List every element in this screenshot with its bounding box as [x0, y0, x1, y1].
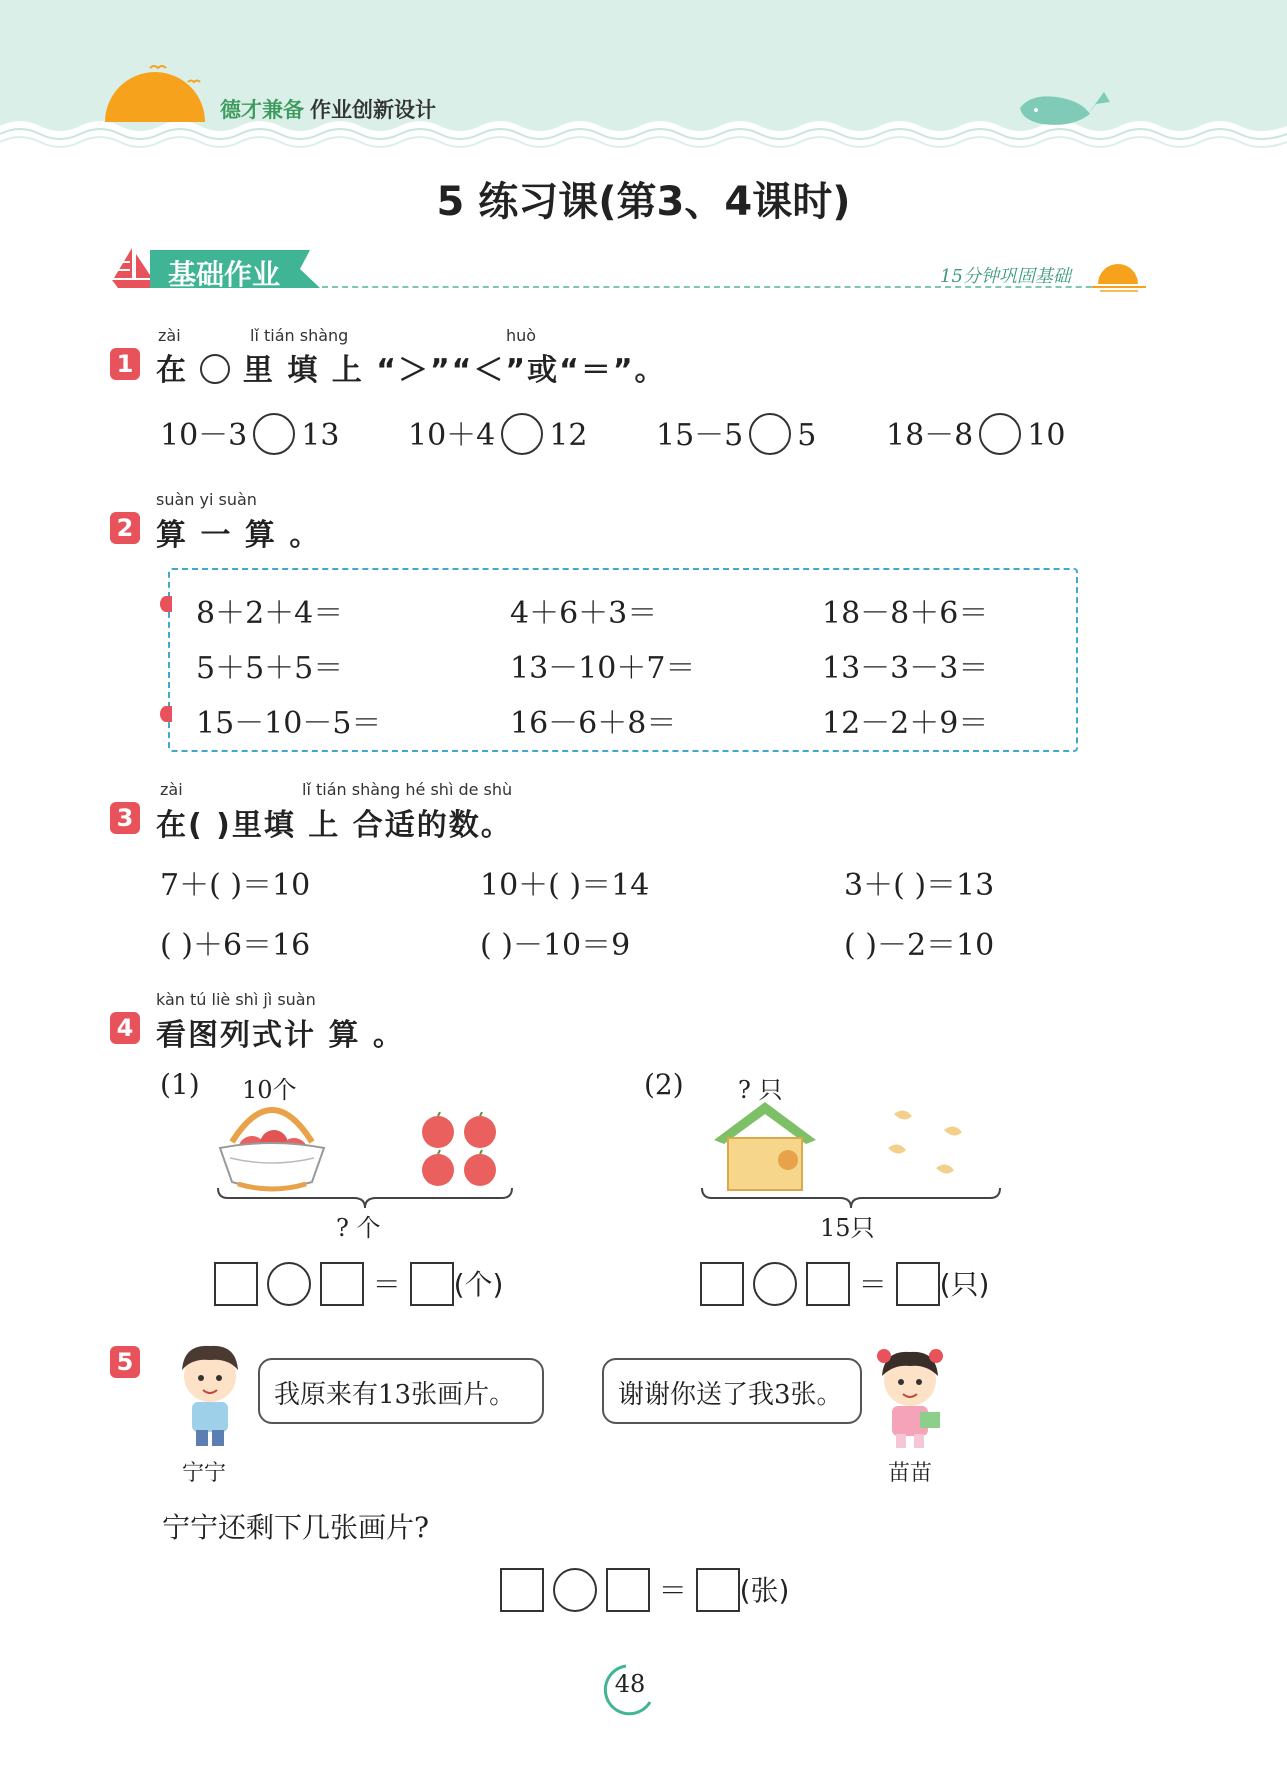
q2-expression: 13－3－3＝ [822, 651, 989, 686]
q5-name-left: 宁宁 [182, 1461, 227, 1486]
q1-pinyin-huo: huò [506, 326, 537, 345]
q2-number: 2 [110, 512, 140, 544]
small-sun-icon [1090, 254, 1148, 294]
q4-part1-unit: (个) [453, 1268, 504, 1301]
brand-green: 德才兼备 [220, 98, 304, 122]
answer-box[interactable] [606, 1568, 650, 1612]
answer-circle[interactable] [553, 1568, 597, 1612]
q3-equation[interactable]: 10＋( )＝14 [480, 868, 650, 903]
four-apples-icon [418, 1112, 502, 1190]
sunset-icon [100, 60, 210, 130]
q1-answer-circle[interactable] [253, 413, 295, 455]
q4-part2-top-label: ? 只 [738, 1076, 783, 1104]
q3-equation[interactable]: ( )－10＝9 [480, 928, 631, 963]
q4-part1-bottom-label: ? 个 [336, 1214, 381, 1242]
q4-part1-label: (1) [160, 1068, 200, 1101]
section-right-text: 15分钟巩固基础 [940, 266, 1071, 287]
binder-hole-icon [160, 596, 172, 612]
q2-expression: 8＋2＋4＝ [196, 596, 344, 631]
answer-box[interactable] [214, 1262, 258, 1306]
q2-expression: 18－8＋6＝ [822, 596, 989, 631]
q4-part2-label: (2) [644, 1068, 684, 1101]
q1-item-left: 18－8 [886, 418, 974, 453]
brand-title [220, 94, 436, 124]
answer-box[interactable] [700, 1262, 744, 1306]
section-label: 基础作业 [168, 258, 281, 291]
binder-hole-icon [160, 706, 172, 722]
q1-example-circle [200, 354, 230, 384]
q3-equation[interactable]: ( )＋6＝16 [160, 928, 311, 963]
answer-box[interactable] [696, 1568, 740, 1612]
q5-bubble-left: 我原来有13张画片。 [258, 1358, 544, 1424]
answer-box[interactable] [320, 1262, 364, 1306]
q1-answer-circle[interactable] [501, 413, 543, 455]
basket-of-apples-icon [216, 1098, 328, 1194]
boy-ningning-icon [170, 1340, 250, 1450]
q3-pinyin-a: zài [160, 780, 183, 799]
q1-text-b: 里 填 上 “＞”“＜”或“＝”。 [242, 353, 667, 388]
q1-answer-circle[interactable] [749, 413, 791, 455]
q4-instruction: 看图列式计 算 。 [156, 1018, 405, 1053]
q3-equation[interactable]: 7＋( )＝10 [160, 868, 311, 903]
q5-bubble-right: 谢谢你送了我3张。 [602, 1358, 862, 1424]
q2-expression: 15－10－5＝ [196, 706, 382, 741]
q2-instruction: 算 一 算 。 [156, 518, 322, 553]
q1-answer-circle[interactable] [979, 413, 1021, 455]
q5-unit: (张) [739, 1574, 790, 1607]
answer-box[interactable] [806, 1262, 850, 1306]
q1-pinyin-zai: zài [158, 326, 181, 345]
q3-number: 3 [110, 802, 140, 834]
q4-part2-answer-row: ＝ (只) [700, 1262, 989, 1306]
q2-expression: 5＋5＋5＝ [196, 651, 344, 686]
answer-box[interactable] [410, 1262, 454, 1306]
birds-icon [880, 1104, 980, 1188]
q5-number: 5 [110, 1346, 140, 1378]
answer-circle[interactable] [753, 1262, 797, 1306]
q1-item-right: 12 [549, 418, 588, 453]
q1-item [886, 410, 1065, 455]
q1-item-left: 15－5 [656, 418, 744, 453]
q1-item-right: 13 [301, 418, 340, 453]
q1-number: 1 [110, 348, 140, 380]
birdhouse-icon [710, 1100, 820, 1192]
lesson-title: 5 练习课(第3、4课时) [436, 179, 851, 225]
q5-question: 宁宁还剩下几张画片? [162, 1511, 430, 1544]
q2-pinyin: suàn yi suàn [156, 490, 257, 509]
q4-number: 4 [110, 1012, 140, 1044]
q4-part2-bottom-label: 15只 [820, 1214, 875, 1242]
q1-item-left: 10－3 [160, 418, 248, 453]
q1-instruction [156, 345, 667, 389]
answer-circle[interactable] [267, 1262, 311, 1306]
q4-pinyin: kàn tú liè shì jì suàn [156, 990, 316, 1009]
girl-miaomiao-icon [870, 1342, 950, 1450]
q1-item-left: 10＋4 [408, 418, 496, 453]
q3-instruction: 在( )里填 上 合适的数。 [156, 808, 513, 843]
q2-expression: 12－2＋9＝ [822, 706, 989, 741]
q3-pinyin-b: lǐ tián shàng hé shì de shù [302, 780, 513, 799]
q4-part1-answer-row: ＝ (个) [214, 1262, 503, 1306]
q2-expression: 16－6＋8＝ [510, 706, 677, 741]
q1-text-a: 在 [156, 353, 188, 388]
q1-item [160, 410, 339, 455]
brand-rest: 作业创新设计 [310, 98, 436, 122]
q5-name-right: 苗苗 [888, 1461, 933, 1486]
q1-item-right: 5 [797, 418, 817, 453]
q3-equation[interactable]: 3＋( )＝13 [844, 868, 995, 903]
q1-pinyin-litianshang: lǐ tián shàng [250, 326, 349, 345]
q4-part1-top-label: 10个 [242, 1076, 297, 1104]
q1-item [408, 410, 587, 455]
q2-expression: 13－10＋7＝ [510, 651, 696, 686]
whale-icon [1012, 74, 1112, 132]
q1-item-right: 10 [1027, 418, 1066, 453]
answer-box[interactable] [500, 1568, 544, 1612]
page-number: 48 [614, 1670, 646, 1698]
q2-expression: 4＋6＋3＝ [510, 596, 658, 631]
answer-box[interactable] [896, 1262, 940, 1306]
q1-item [656, 410, 816, 455]
q3-equation[interactable]: ( )－2＝10 [844, 928, 995, 963]
q5-answer-row: ＝ (张) [500, 1568, 789, 1612]
q4-part2-unit: (只) [939, 1268, 990, 1301]
